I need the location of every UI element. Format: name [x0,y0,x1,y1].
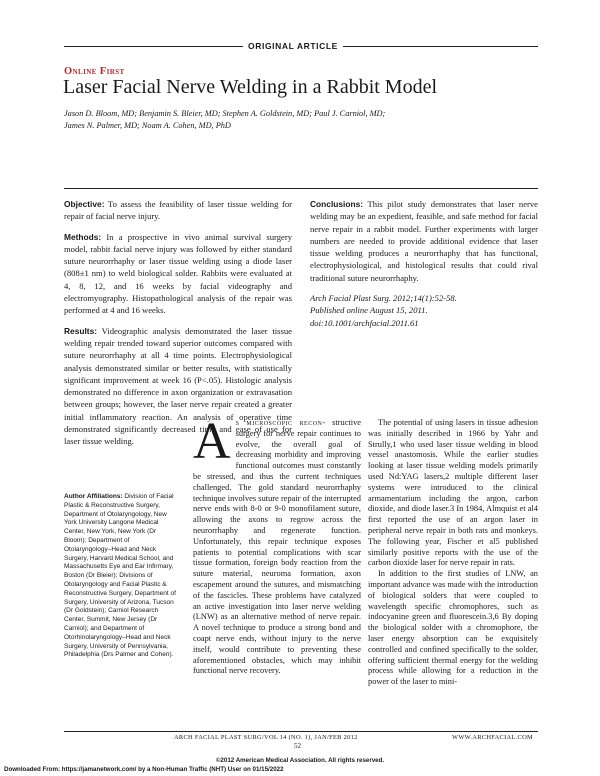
footer-rule [64,731,538,732]
affiliations-text: Division of Facial Plastic & Reconstructive Surgery, Department of Otolaryngology, New York University Langone Medical Center, New York, New York (Dr Bloom); Department of Otolaryngology–Head and Neck Surgery, Harvard Medical School, and Massachusetts Eye and Ear Infirmary, Boston (Dr Bleier); Divisions of Otolaryngology and Facial Plastic & Reconstructive Surgery, Department of Surgery, University of Arizona, Tucson (Dr Goldstein); Carniol Research Center, Summit, New Jersey (Dr Carniol); and Department of Otorhinolaryngology–Head and Neck Surgery, University of Pennsylvania, Philadelphia (Drs Palmer and Cohen). [64,493,176,659]
methods-label: Methods: [64,231,102,242]
abstract-top-rule [64,188,538,189]
conclusions-text: This pilot study demonstrates that laser nerve welding may be an expedient, feasible, and safe method for facial nerve repair in a rabbit model. Further experiments with larger numbers are needed to provide additional evidence that laser tissue welding produces a neurorrhaphy that has functional, electrophysiological, and histological results that could rival traditional suture neurorrhaphy. [310,199,538,283]
conclusions-label: Conclusions: [310,199,364,209]
footer-journal: ARCH FACIAL PLAST SURG/VOL 14 (NO. 1), JAN/FEB 2012 [174,734,358,741]
methods-text: In a prospective in vivo animal survival surgery model, rabbit facial nerve injury was followed by either standard suture neurorrhaphy or laser tissue welding using a diode laser (808±1 nm) to weld biological solder. Rabbits were evaluated at 4, 8, 12, and 16 weeks by facial videography and electromyography. Histopathological analysis of the repair was performed at 4 and 16 weeks. [64,231,292,316]
abstract-left-column [64,198,292,456]
citation [310,292,538,329]
body-column-2 [368,418,538,688]
author-affiliations [64,493,176,660]
citation-doi[interactable]: doi:10.1001/archfacial.2011.61 [310,317,419,328]
conclusions-paragraph [310,198,538,284]
objective-paragraph [64,198,292,223]
methods-paragraph [64,231,292,317]
online-first-label: Online First [64,66,125,77]
body-paragraph-1: The potential of using lasers in tissue adhesion was initially described in 1966 by Yahr and Strully,1 who used laser tissue welding in blood vessel anastomosis. While the earlier studies looking at laser tissue welding models primarily used Nd:YAG lasers,2 multiple different laser systems were introduced to the clinical armamentarium including the argon, carbon dioxide, and diode laser.3 In 1984, Almquist et al4 first reported the use of an argon laser in peripheral nerve repair in both rats and monkeys. The following year, Fischer et al5 published similarly positive reports with the use of the carbon dioxide laser for nerve repair in rats. [368,418,538,568]
abstract-right-column [310,198,538,329]
objective-label: Objective: [64,199,105,209]
citation-journal: Arch Facial Plast Surg. 2012;14(1):52-58. [310,293,457,304]
author-list [64,108,464,133]
affiliations-label: Author Affiliations: [64,493,123,500]
section-label: ORIGINAL ARTICLE [243,40,343,53]
citation-published: Published online August 15, 2011. [310,305,428,316]
copyright-notice: ©2012 American Medical Association. All rights reserved. [215,757,385,764]
body-column-1 [193,413,361,677]
article-title: Laser Facial Nerve Welding in a Rabbit Model [63,76,438,98]
body-column-1-text: structive surgery for nerve repair continues to evolve, the overall goal of decreasing morbidity and improving functional outcomes must constantly be stressed, and thus the current techniques challenged. The gold standard neurorrhaphy technique involves suture repair of the interrupted nerve ends with 8-0 or 9-0 monofilament suture, allowing the axons to regrow across the neurorrhaphy and regenerate function. Unfortunately, this repair technique exposes patients to potential complications with scar tissue formation, foreign body reaction from the suture material, neuroma formation, axon escapement around the sutures, and mismatching of the fascicles. These problems have catalyzed an active investigation into laser nerve welding (LNW) as an alternative method of nerve repair. A novel technique to produce a strong bond and coapt nerve ends, without injury to the nerve itself, would contribute to preventing these aforementioned obstacles, which may inhibit functional nerve recovery. [193,418,361,676]
results-label: Results: [64,325,98,336]
download-notice: Downloaded From: https://jamanetwork.com/ by a Non-Human Traffic (NHT) User on 01/15/2022 [4,766,284,773]
footer-site[interactable]: WWW.ARCHFACIAL.COM [452,734,534,741]
results-text: Videographic analysis demonstrated the laser tissue welding repair trended toward superior outcomes compared with suture neurorrhaphy at all 4 time points. Electrophysiological analysis demonstrated similar or better results, with statistically significant improvement at week 16 (P<.05). Histologic analysis demonstrated no difference in axon organization or extravasation between groups; however, the laser nerve repair created a greater initial inflammatory reaction. An analysis of operative time demonstrated significantly decreased time and ease of use for laser tissue welding. [64,325,292,447]
authors-line-2: James N. Palmer, MD; Noam A. Cohen, MD, PhD [64,121,231,131]
authors-line-1: Jason D. Bloom, MD; Benjamin S. Bleier, MD; Stephen A. Goldstein, MD; Paul J. Carniol, MD; [64,109,386,118]
page-number: 52 [294,742,301,750]
body-paragraph-2: In addition to the first studies of LNW, an important advance was made with the introduction of biological solders that were coupled to wavelength specific chromophores, such as indocyanine green and fluorescein.3,6 By doping the biological solder with a chromophore, the laser energy absorption can be exquisitely controlled and confined specifically to the solder, offering sufficient thermal energy for the welding process while allowing for a reduction in the power of the laser to mini- [368,569,538,687]
lead-in: s microscopic recon- [235,418,326,427]
objective-text: To assess the feasibility of laser tissue welding for repair of facial nerve injury. [64,199,292,222]
drop-cap: A [193,413,231,470]
